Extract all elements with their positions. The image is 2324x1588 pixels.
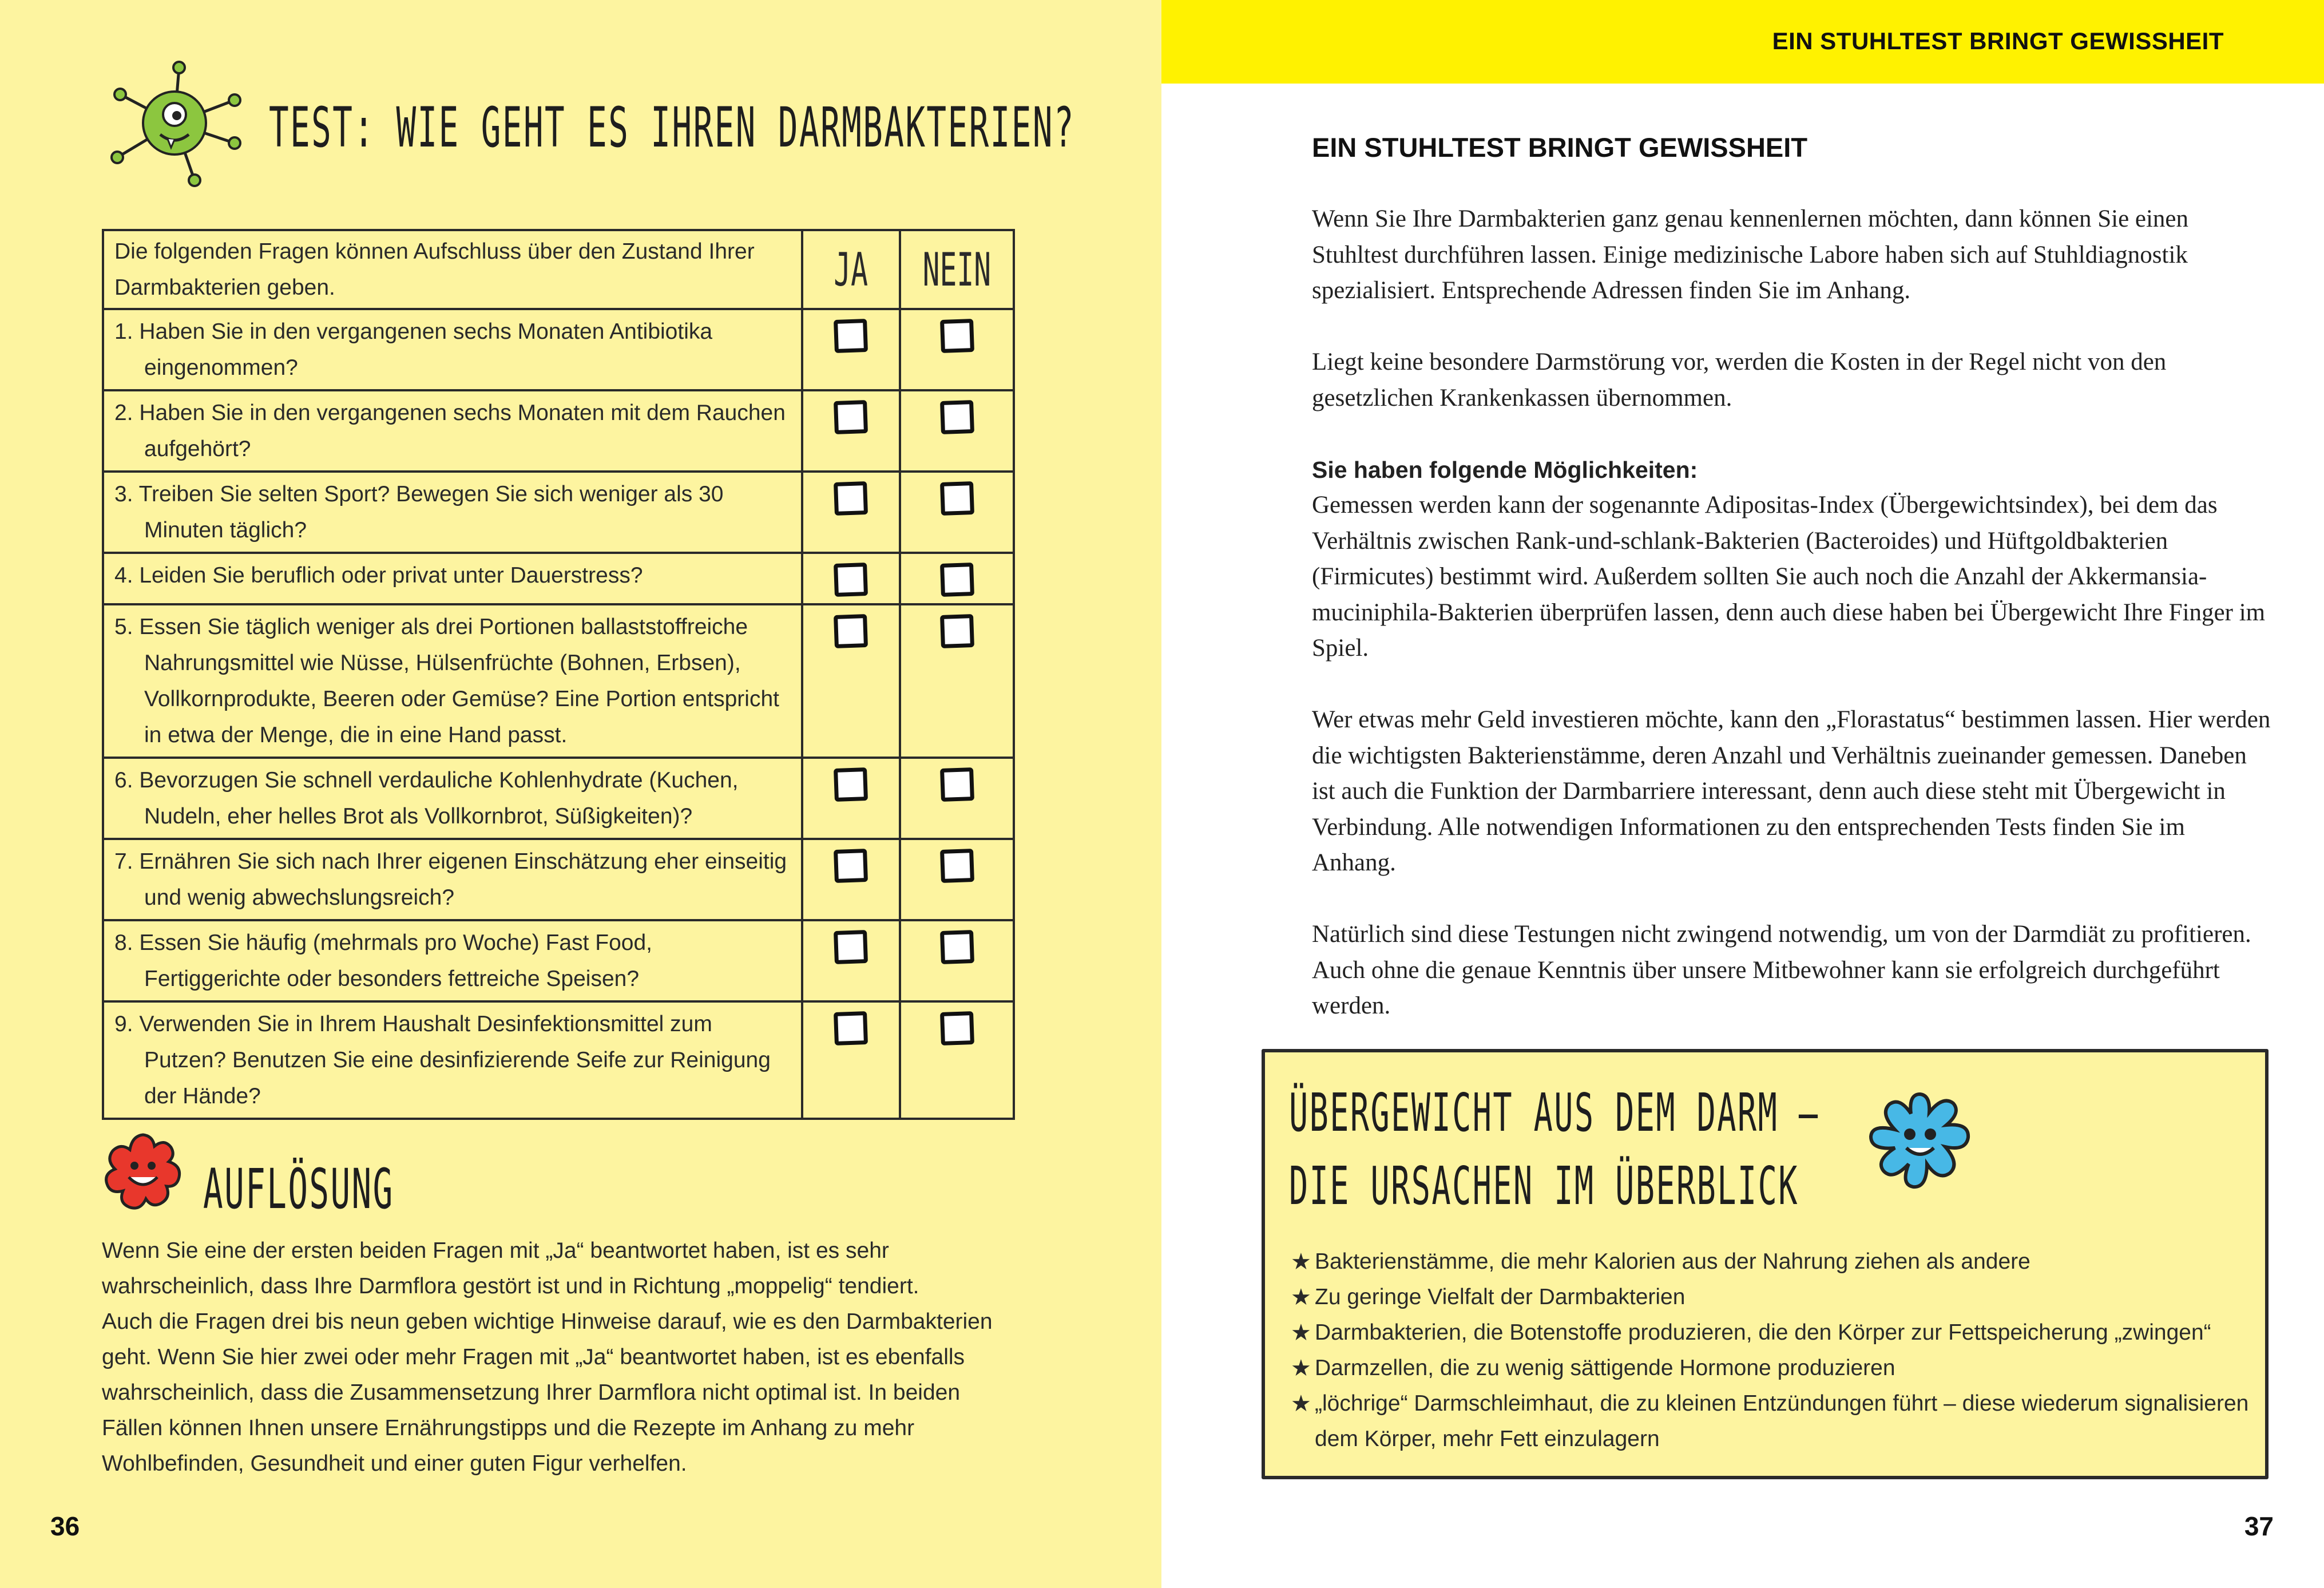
list-item: ★ „löchrige“ Darmschleimhaut, die zu kleinen Entzündungen führt – diese wiederum signalisieren dem Körper, mehr Fett einzulagern bbox=[1291, 1386, 2258, 1457]
list-item: ★ Zu geringe Vielfalt der Darmbakterien bbox=[1291, 1280, 2258, 1315]
aufloesung-text bbox=[102, 1233, 994, 1482]
paragraph: Natürlich sind diese Testungen nicht zwingend notwendig, um von der Darmdiät zu profitieren. Auch ohne die genaue Kenntnis über unsere Mitbewohner kann sie erfolgreich durchgeführt werden. bbox=[1312, 921, 2251, 1019]
left-page bbox=[0, 0, 1161, 1588]
ja-checkbox[interactable] bbox=[834, 849, 868, 883]
ja-checkbox[interactable] bbox=[834, 767, 868, 802]
paragraph: Gemessen werden kann der sogenannte Adipositas-Index (Übergewichtsindex), bei dem das Verhältnis zwischen Rank-und-schlank-Bakterien (Bacteroides) und Hüftgoldbakterien (Firmicutes) bestimmt wird. Außerdem sollten Sie auch noch die Anzahl der Akkermansia-muciniphila-Bakterien überprüfen lassen, denn auch diese haben bei Übergewicht Ihre Finger im Spiel. bbox=[1312, 492, 2266, 662]
aufloesung-title: AUFLÖSUNG bbox=[203, 1157, 394, 1221]
column-nein: NEIN bbox=[900, 230, 1014, 309]
red-bacterium-icon bbox=[100, 1130, 186, 1216]
quiz-table bbox=[102, 229, 1015, 1120]
table-row bbox=[103, 920, 1014, 1001]
star-bullet-icon: ★ bbox=[1291, 1391, 1311, 1416]
ja-checkbox[interactable] bbox=[834, 614, 868, 648]
aufloesung-paragraph: Auch die Fragen drei bis neun geben wichtige Hinweise darauf, wie es den Darmbakterien geht. Wenn Sie hier zwei oder mehr Fragen mit „Ja“ beantwortet haben, ist es ebenfalls wahrscheinlich, dass die Zusammensetzung Ihrer Darmflora nicht optimal ist. In beiden Fällen können Ihnen unsere Ernährungstipps und die Rezepte im Anhang zu mehr Wohlbefinden, Gesundheit und einer guten Figur verhelfen. bbox=[102, 1309, 993, 1476]
question-text: 8. Essen Sie häufig (mehrmals pro Woche) Fast Food, Fertiggerichte oder besonders fettreiche Speisen? bbox=[114, 930, 653, 991]
table-row bbox=[103, 1001, 1014, 1119]
paragraph: Liegt keine besondere Darmstörung vor, werden die Kosten in der Regel nicht von den gesetzlichen Krankenkassen übernommen. bbox=[1312, 349, 2167, 411]
box-title-line: ÜBERGEWICHT AUS DEM DARM – bbox=[1289, 1082, 1819, 1143]
page-number-left: 36 bbox=[50, 1511, 80, 1541]
question-text: 9. Verwenden Sie in Ihrem Haushalt Desinfektionsmittel zum Putzen? Benutzen Sie eine desinfizierende Seife zur Reinigung der Hände? bbox=[114, 1012, 771, 1108]
question-text: 3. Treiben Sie selten Sport? Bewegen Sie sich weniger als 30 Minuten täglich? bbox=[114, 482, 724, 542]
ja-checkbox[interactable] bbox=[834, 1011, 868, 1046]
star-bullet-icon: ★ bbox=[1291, 1249, 1311, 1274]
star-bullet-icon: ★ bbox=[1291, 1285, 1311, 1310]
table-row bbox=[103, 839, 1014, 920]
paragraph: Wer etwas mehr Geld investieren möchte, kann den „Florastatus“ bestimmen lassen. Hier werden die wichtigsten Bakterienstämme, deren Anzahl und Verhältnis zueinander gemessen. Daneben ist auch die Funktion der Darmbarriere interessant, denn auch diese steht mit Übergewicht in Verbindung. Alle notwendigen Informationen zu den entsprechenden Tests finden Sie im Anhang. bbox=[1312, 706, 2271, 876]
running-head: EIN STUHLTEST BRINGT GEWISSHEIT bbox=[1772, 27, 2224, 54]
nein-checkbox[interactable] bbox=[940, 481, 974, 516]
green-bacterium-icon bbox=[100, 57, 249, 189]
question-text: 2. Haben Sie in den vergangenen sechs Monaten mit dem Rauchen aufgehört? bbox=[114, 401, 786, 461]
table-row bbox=[103, 553, 1014, 604]
question-text: 6. Bevorzugen Sie schnell verdauliche Kohlenhydrate (Kuchen, Nudeln, eher helles Brot als Vollkornbrot, Süßigkeiten)? bbox=[114, 768, 739, 829]
section-heading: EIN STUHLTEST BRINGT GEWISSHEIT bbox=[1312, 132, 1808, 163]
star-bullet-icon: ★ bbox=[1291, 1320, 1311, 1345]
nein-checkbox[interactable] bbox=[940, 1011, 974, 1046]
nein-checkbox[interactable] bbox=[940, 849, 974, 883]
aufloesung-paragraph: Wenn Sie eine der ersten beiden Fragen mit „Ja“ beantwortet haben, ist es sehr wahrscheinlich, dass Ihre Darmflora gestört ist und in Richtung „moppelig“ tendiert. bbox=[102, 1238, 919, 1298]
nein-checkbox[interactable] bbox=[940, 563, 974, 597]
ja-checkbox[interactable] bbox=[834, 481, 868, 516]
page-number-right: 37 bbox=[2244, 1511, 2274, 1541]
paragraph: Wenn Sie Ihre Darmbakterien ganz genau kennenlernen möchten, dann können Sie einen Stuhltest durchführen lassen. Einige medizinische Labore haben sich auf Stuhldiagnostik spezialisiert. Entsprechende Adressen finden Sie im Anhang. bbox=[1312, 205, 2189, 304]
nein-checkbox[interactable] bbox=[940, 400, 974, 434]
blue-bacterium-icon bbox=[1863, 1084, 1977, 1198]
body-text bbox=[1312, 201, 2273, 1060]
box-list bbox=[1291, 1244, 2258, 1457]
nein-checkbox[interactable] bbox=[940, 319, 974, 353]
quiz-header-row bbox=[103, 230, 1014, 309]
list-item: ★ Darmzellen, die zu wenig sättigende Hormone produzieren bbox=[1291, 1351, 2258, 1386]
table-row bbox=[103, 472, 1014, 553]
ja-checkbox[interactable] bbox=[834, 319, 868, 353]
question-text: 7. Ernähren Sie sich nach Ihrer eigenen Einschätzung eher einseitig und wenig abwechslungsreich? bbox=[114, 849, 787, 910]
column-ja: JA bbox=[802, 230, 901, 309]
box-title-line: DIE URSACHEN IM ÜBERBLICK bbox=[1289, 1155, 1799, 1217]
nein-checkbox[interactable] bbox=[940, 614, 974, 648]
nein-checkbox[interactable] bbox=[940, 930, 974, 964]
test-title: TEST: WIE GEHT ES IHREN DARMBAKTERIEN? bbox=[269, 96, 1075, 160]
ja-checkbox[interactable] bbox=[834, 400, 868, 434]
subheading: Sie haben folgende Möglichkeiten: bbox=[1312, 456, 1698, 483]
star-bullet-icon: ★ bbox=[1291, 1356, 1311, 1381]
table-row bbox=[103, 758, 1014, 839]
ja-checkbox[interactable] bbox=[834, 930, 868, 964]
quiz-intro: Die folgenden Fragen können Aufschluss über den Zustand Ihrer Darmbakterien geben. bbox=[103, 230, 802, 309]
ja-checkbox[interactable] bbox=[834, 563, 868, 597]
table-row bbox=[103, 309, 1014, 390]
question-text: 5. Essen Sie täglich weniger als drei Portionen ballaststoffreiche Nahrungsmittel wie Nüsse, Hülsenfrüchte (Bohnen, Erbsen), Vollkornprodukte, Beeren oder Gemüse? Eine Portion entspricht in etwa der Menge, die in eine Hand passt. bbox=[114, 615, 779, 747]
box-title bbox=[1289, 1076, 1819, 1223]
nein-checkbox[interactable] bbox=[940, 767, 974, 802]
list-item: ★ Darmbakterien, die Botenstoffe produzieren, die den Körper zur Fettspeicherung „zwingen“ bbox=[1291, 1315, 2258, 1351]
list-item: ★ Bakterienstämme, die mehr Kalorien aus der Nahrung ziehen als andere bbox=[1291, 1244, 2258, 1280]
info-box bbox=[1262, 1049, 2269, 1479]
table-row bbox=[103, 604, 1014, 758]
question-text: 1. Haben Sie in den vergangenen sechs Monaten Antibiotika eingenommen? bbox=[114, 319, 713, 380]
table-row bbox=[103, 390, 1014, 472]
question-text: 4. Leiden Sie beruflich oder privat unter Dauerstress? bbox=[114, 563, 643, 588]
